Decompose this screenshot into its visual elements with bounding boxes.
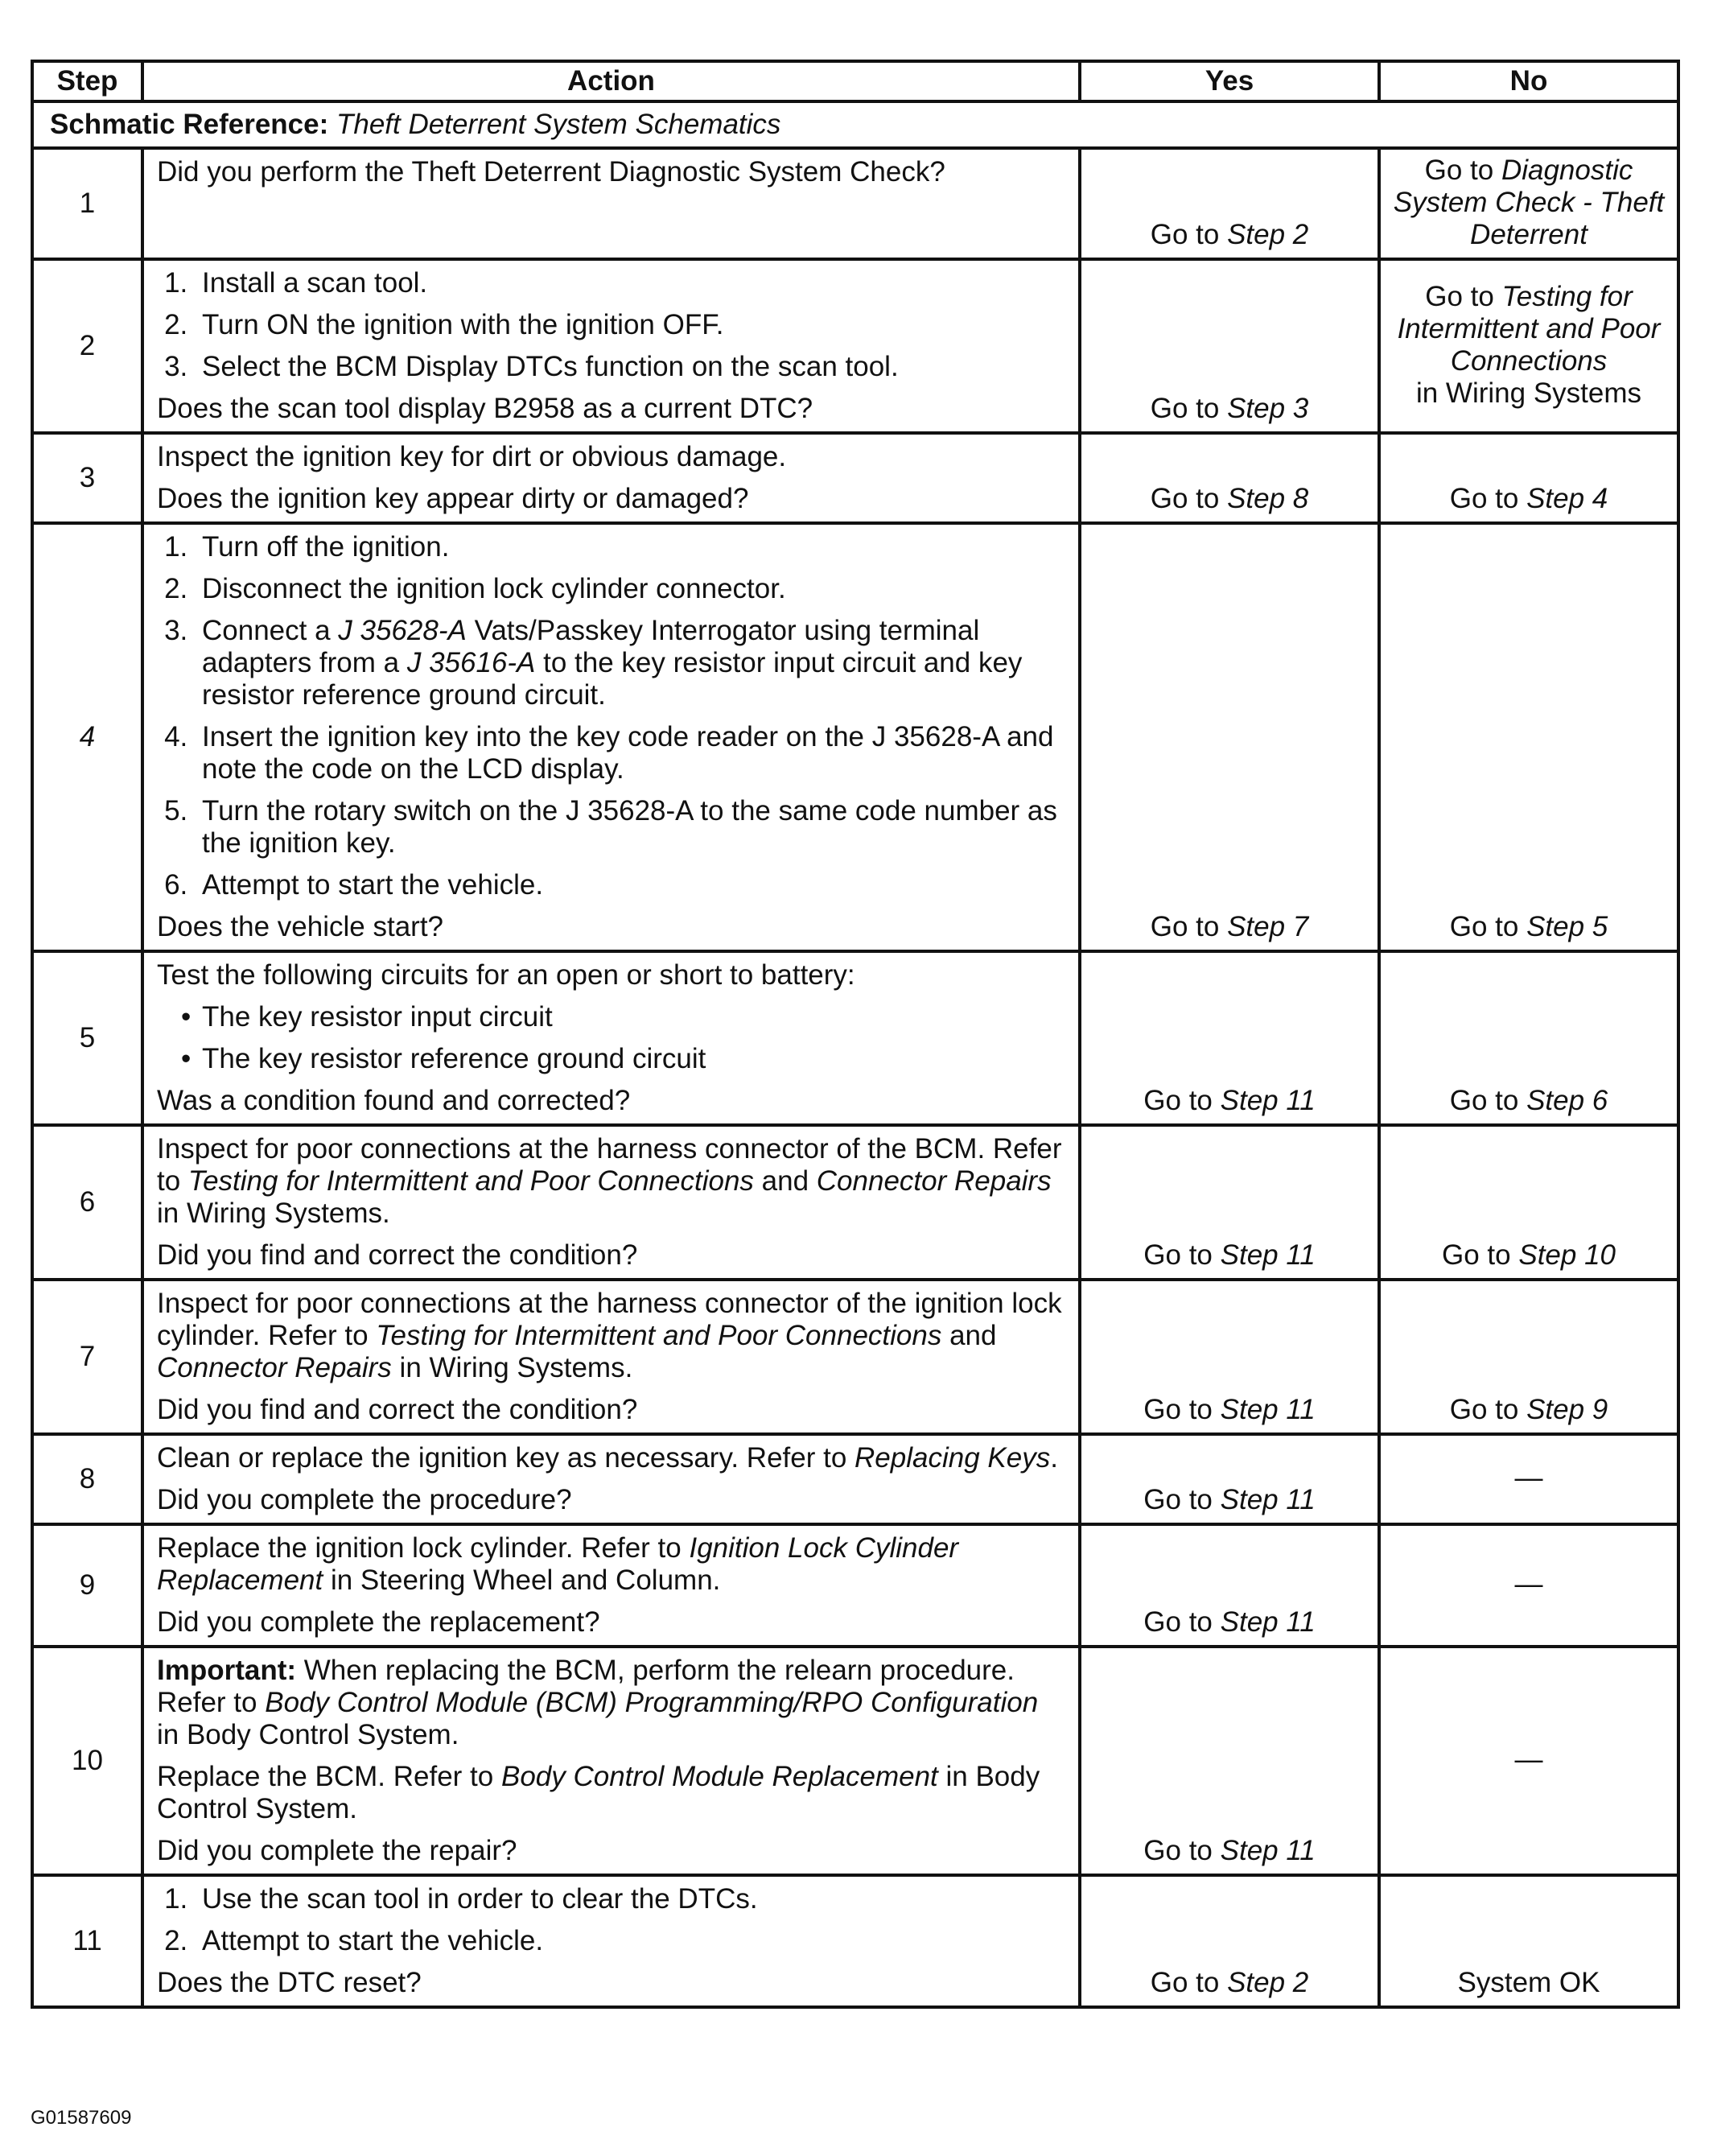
reference-link[interactable]: Testing for Intermittent and Poor Connections [187, 1165, 754, 1197]
action-text: Attempt to start the vehicle. [202, 869, 544, 901]
action-text: Replace the BCM. Refer to [157, 1761, 501, 1792]
action-cell [142, 1280, 1080, 1434]
action-text: . [1050, 1442, 1058, 1474]
reference-link[interactable]: Testing for Intermittent and Poor Connections [376, 1320, 942, 1351]
no-cell [1379, 951, 1678, 1125]
no-cell [1379, 1647, 1678, 1875]
yes-cell [1080, 148, 1379, 259]
action-question: Does the DTC reset? [157, 1967, 422, 1998]
goto-text: Go to [1449, 483, 1519, 514]
step-number: 6 [32, 1125, 142, 1280]
reference-link[interactable]: J 35628-A [338, 615, 467, 646]
step-row-2 [32, 259, 1678, 433]
no-cell [1379, 523, 1678, 951]
yes-step-link[interactable]: Step 2 [1227, 1967, 1309, 1998]
yes-cell [1080, 1524, 1379, 1647]
action-text: in Body Control System. [157, 1719, 459, 1750]
action-steps-list [157, 1883, 1067, 1957]
action-cell [142, 1875, 1080, 2007]
action-question: Does the scan tool display B2958 as a current DTC? [157, 393, 813, 424]
step-row-4 [32, 523, 1678, 951]
action-text: and [753, 1165, 817, 1197]
no-step-link[interactable]: Step 5 [1526, 911, 1608, 942]
step-row-7 [32, 1280, 1678, 1434]
yes-step-link[interactable]: Step 11 [1220, 1606, 1316, 1638]
action-cell [142, 1125, 1080, 1280]
action-text: Clean or replace the ignition key as necessary. Refer to [157, 1442, 855, 1474]
action-instruction [157, 1532, 1067, 1597]
action-question: Did you find and correct the condition? [157, 1394, 638, 1425]
yes-step-link[interactable]: Step 2 [1227, 219, 1309, 250]
goto-text: Go to [1442, 1239, 1511, 1271]
action-text: in Wiring Systems. [391, 1352, 633, 1383]
figure-id: G01587609 [31, 2107, 132, 2129]
step-number: 4 [32, 523, 142, 951]
diagnostic-table [31, 60, 1680, 2009]
reference-link[interactable]: Connector Repairs [157, 1352, 392, 1383]
action-cell [142, 1647, 1080, 1875]
action-step: 2. Turn ON the ignition with the ignition OFF. [196, 309, 1067, 341]
action-text: Replace the ignition lock cylinder. Refer to [157, 1532, 690, 1564]
goto-text: Go to [1143, 1085, 1213, 1116]
action-step [196, 573, 1067, 605]
system-ok-text: System OK [1457, 1967, 1600, 1998]
important-note [157, 1655, 1067, 1751]
step-number: 2 [32, 259, 142, 433]
step-row-9 [32, 1524, 1678, 1647]
action-step: 2. Attempt to start the vehicle. [196, 1925, 1067, 1957]
action-text: to the key resistor input circuit and key resistor reference ground circuit. [202, 647, 1023, 711]
goto-text: Go to [1150, 219, 1220, 250]
action-text: in Steering Wheel and Column. [323, 1564, 721, 1596]
goto-text: Go to [1143, 1394, 1213, 1425]
no-cell [1379, 1524, 1678, 1647]
reference-link[interactable]: Body Control Module (BCM) Programming/RPO Configuration [265, 1687, 1039, 1718]
no-step-link[interactable]: Step 10 [1518, 1239, 1616, 1271]
step-number: 8 [32, 1434, 142, 1524]
action-cell [142, 523, 1080, 951]
yes-step-link[interactable]: Step 11 [1220, 1484, 1316, 1515]
no-cell [1379, 259, 1678, 433]
action-cell [142, 951, 1080, 1125]
action-text: Inspect for poor connections at the harness connector of the BCM. Refer to [157, 1133, 1062, 1197]
yes-cell [1080, 1434, 1379, 1524]
action-question: Does the vehicle start? [157, 911, 444, 942]
action-instruction [157, 1288, 1067, 1384]
action-text: in Body Control System. [157, 1761, 1040, 1824]
action-step [196, 795, 1067, 860]
header-yes: Yes [1080, 61, 1379, 101]
schematic-reference [32, 101, 1678, 148]
no-cell [1379, 433, 1678, 523]
step-number: 10 [32, 1647, 142, 1875]
action-steps-list [157, 267, 1067, 383]
goto-text: Go to [1449, 1394, 1519, 1425]
action-text: Connect a [202, 615, 339, 646]
yes-cell [1080, 259, 1379, 433]
action-question: Does the ignition key appear dirty or damaged? [157, 483, 749, 514]
schematic-reference-row [32, 101, 1678, 148]
action-instruction [157, 1761, 1067, 1825]
yes-cell [1080, 951, 1379, 1125]
action-step: 1. Install a scan tool. [196, 267, 1067, 299]
step-number: 7 [32, 1280, 142, 1434]
yes-cell [1080, 1647, 1379, 1875]
goto-text: Go to [1150, 393, 1220, 424]
action-cell [142, 148, 1080, 259]
not-applicable-dash: — [1514, 1569, 1543, 1600]
action-step: 1. Use the scan tool in order to clear the DTCs. [196, 1883, 1067, 1915]
action-step: 3. Select the BCM Display DTCs function on the scan tool. [196, 351, 1067, 383]
action-question: Did you complete the repair? [157, 1835, 517, 1866]
action-text: and [941, 1320, 997, 1351]
circuit-item: • The key resistor input circuit [202, 1001, 1067, 1033]
header-no: No [1379, 61, 1678, 101]
action-instruction [157, 1442, 1067, 1474]
action-step [196, 721, 1067, 785]
diagnostic-table-container [31, 60, 1677, 2009]
reference-link[interactable]: Connector Repairs [816, 1165, 1052, 1197]
action-cell [142, 1524, 1080, 1647]
goto-text: Go to [1449, 911, 1519, 942]
action-question: Did you perform the Theft Deterrent Diagnostic System Check? [157, 156, 945, 188]
no-step-link[interactable]: Step 4 [1526, 483, 1608, 514]
goto-text: Go to [1143, 1239, 1213, 1271]
action-cell [142, 433, 1080, 523]
goto-text: Go to [1150, 911, 1220, 942]
action-step [196, 615, 1067, 711]
step-row-10 [32, 1647, 1678, 1875]
action-question: Was a condition found and corrected? [157, 1085, 631, 1116]
yes-step-link[interactable]: Step 7 [1227, 911, 1309, 942]
not-applicable-dash: — [1514, 1744, 1543, 1775]
step-row-3 [32, 433, 1678, 523]
yes-cell [1080, 1125, 1379, 1280]
step-number: 3 [32, 433, 142, 523]
yes-cell [1080, 523, 1379, 951]
no-reference-link[interactable]: Diagnostic System Check - Theft Deterrent [1393, 155, 1665, 250]
yes-cell [1080, 433, 1379, 523]
step-row-5 [32, 951, 1678, 1125]
header-action: Action [142, 61, 1080, 101]
reference-link[interactable]: J 35616-A [406, 647, 536, 678]
action-cell [142, 259, 1080, 433]
action-text: Turn off the ignition. [202, 531, 450, 563]
action-text: Turn the rotary switch on the J 35628-A to the same code number as the ignition key. [202, 795, 1057, 859]
yes-cell [1080, 1875, 1379, 2007]
action-step [196, 869, 1067, 901]
no-reference-suffix: in Wiring Systems [1415, 377, 1642, 409]
step-number: 5 [32, 951, 142, 1125]
no-cell [1379, 1875, 1678, 2007]
goto-text: Go to [1150, 1967, 1220, 1998]
reference-link[interactable]: Body Control Module Replacement [500, 1761, 938, 1792]
action-line: Inspect the ignition key for dirt or obvious damage. [157, 441, 787, 472]
no-cell [1379, 1434, 1678, 1524]
action-steps-list [157, 531, 1067, 901]
action-line: Test the following circuits for an open or short to battery: [157, 959, 855, 991]
yes-step-link[interactable]: Step 11 [1220, 1394, 1316, 1425]
action-text: Disconnect the ignition lock cylinder connector. [202, 573, 786, 604]
step-number: 11 [32, 1875, 142, 2007]
goto-text: Go to [1143, 1484, 1213, 1515]
action-text: Vats/Passkey Interrogator using terminal adapters from a [202, 615, 980, 678]
reference-link[interactable]: Ignition Lock Cylinder Replacement [157, 1532, 959, 1596]
no-cell [1379, 1125, 1678, 1280]
yes-step-link[interactable]: Step 8 [1227, 483, 1309, 514]
spacer [157, 1751, 1067, 1761]
no-reference-link[interactable]: Testing for Intermittent and Poor Connections [1397, 281, 1661, 377]
circuit-item: • The key resistor reference ground circuit [202, 1043, 1067, 1075]
important-label: Important: [157, 1655, 297, 1686]
goto-text: Go to [1449, 1085, 1519, 1116]
action-cell [142, 1434, 1080, 1524]
action-question: Did you complete the replacement? [157, 1606, 600, 1638]
action-step [196, 531, 1067, 563]
step-row-8 [32, 1434, 1678, 1524]
action-text: in Wiring Systems. [157, 1198, 390, 1229]
action-question: Did you find and correct the condition? [157, 1239, 638, 1271]
yes-cell [1080, 1280, 1379, 1434]
schematic-reference-label: Schmatic Reference: [50, 109, 329, 140]
goto-text: Go to [1425, 281, 1494, 312]
no-step-link[interactable]: Step 6 [1526, 1085, 1608, 1116]
no-cell [1379, 148, 1678, 259]
goto-text: Go to [1143, 1835, 1213, 1866]
goto-text: Go to [1150, 483, 1220, 514]
header-row [32, 61, 1678, 101]
yes-step-link[interactable]: Step 3 [1227, 393, 1309, 424]
circuit-list [157, 1001, 1067, 1075]
goto-text: Go to [1143, 1606, 1213, 1638]
no-step-link[interactable]: Step 9 [1526, 1394, 1608, 1425]
step-number: 1 [32, 148, 142, 259]
action-instruction [157, 1133, 1067, 1230]
step-row-1 [32, 148, 1678, 259]
no-cell [1379, 1280, 1678, 1434]
schematic-reference-link[interactable]: Theft Deterrent System Schematics [336, 109, 781, 140]
action-text: Insert the ignition key into the key code reader on the J 35628-A and note the code on the LCD display. [202, 721, 1054, 785]
reference-link[interactable]: Replacing Keys [854, 1442, 1051, 1474]
header-step: Step [32, 61, 142, 101]
step-row-6 [32, 1125, 1678, 1280]
step-number: 9 [32, 1524, 142, 1647]
goto-text: Go to [1424, 155, 1494, 186]
yes-step-link[interactable]: Step 11 [1220, 1239, 1316, 1271]
yes-step-link[interactable]: Step 11 [1220, 1835, 1316, 1866]
action-text: When replacing the BCM, perform the relearn procedure. Refer to [157, 1655, 1015, 1718]
yes-step-link[interactable]: Step 11 [1220, 1085, 1316, 1116]
action-question: Did you complete the procedure? [157, 1484, 572, 1515]
action-text: Inspect for poor connections at the harness connector of the ignition lock cylinder. Refer to [157, 1288, 1062, 1351]
step-row-11 [32, 1875, 1678, 2007]
not-applicable-dash: — [1514, 1462, 1543, 1494]
